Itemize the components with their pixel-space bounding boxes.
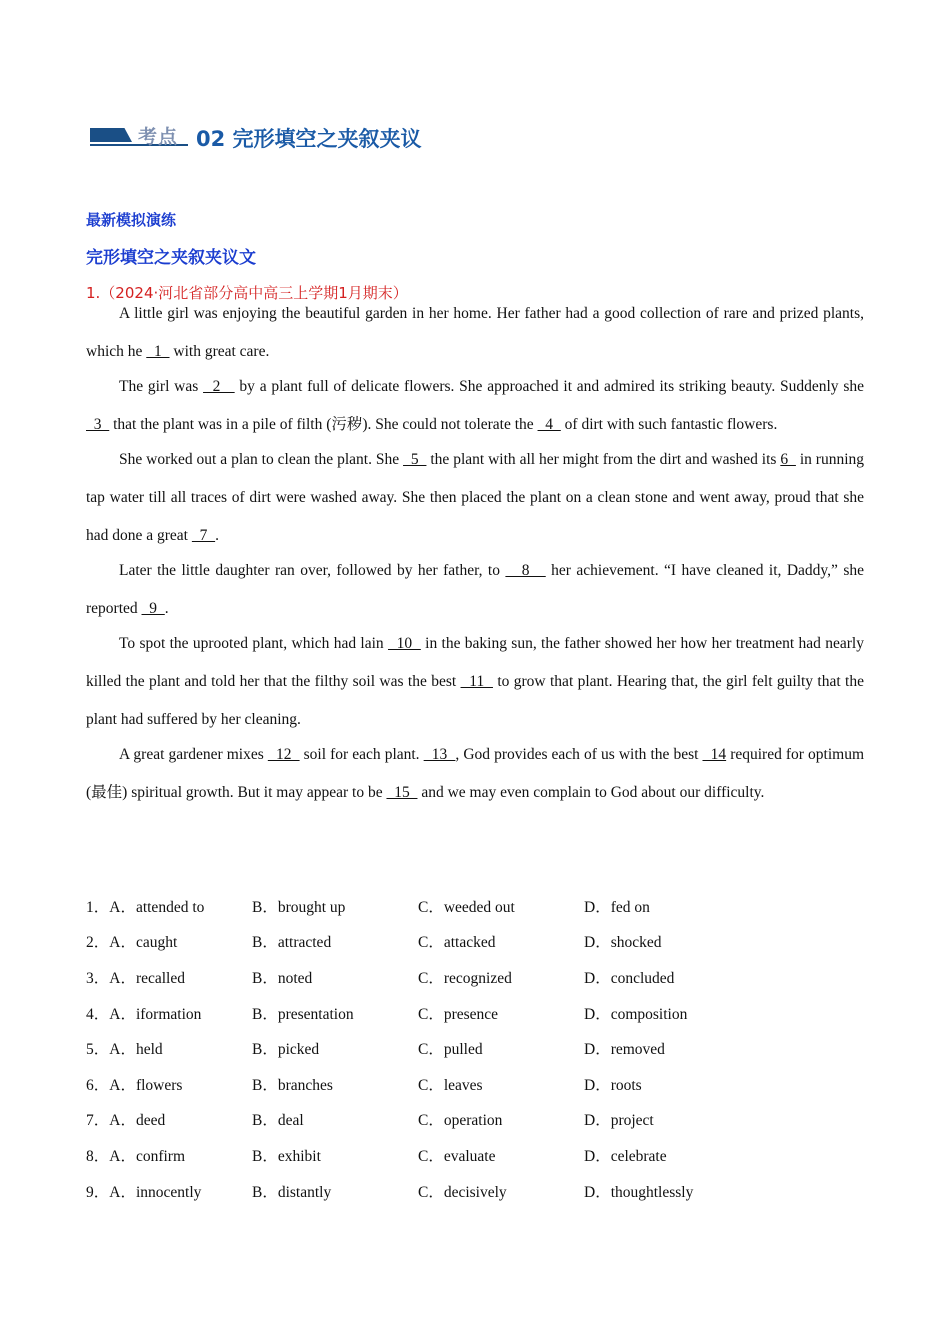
passage-text: by a plant full of delicate flowers. She approached it and admired its striking beauty. Suddenly she — [234, 378, 864, 395]
option-choice: D．shocked — [584, 934, 662, 952]
option-choice: 2．A．caught — [86, 934, 178, 952]
passage-text: Later the little daughter ran over, followed by her father, to — [119, 562, 506, 579]
option-row — [86, 1066, 786, 1102]
option-choice: C．decisively — [418, 1183, 507, 1201]
passage-paragraph — [86, 368, 864, 444]
topic-badge — [90, 123, 190, 153]
blank: 13 — [423, 746, 456, 763]
answer-options — [86, 888, 786, 1208]
option-choice: D．composition — [584, 1005, 688, 1023]
option-choice: C．evaluate — [418, 1147, 496, 1165]
passage-text: required for optimum (最佳) spiritual growth. But it may appear to be — [86, 746, 865, 801]
option-choice: B．branches — [252, 1076, 333, 1094]
option-choice: 9．A．innocently — [86, 1183, 202, 1201]
option-row — [86, 995, 786, 1031]
passage-paragraph — [86, 552, 864, 628]
option-choice: 3．A．recalled — [86, 969, 185, 987]
passage-text: with great care. — [169, 343, 270, 360]
passage-text: to grow that plant. Hearing that, the girl felt guilty that the plant had suffered by her cleaning. — [86, 673, 864, 728]
page-title: 02 完形填空之夹叙夹议 — [196, 127, 422, 151]
passage-text: soil for each plant. — [299, 746, 424, 763]
blank: 6 — [780, 451, 796, 468]
option-choice: C．operation — [418, 1112, 503, 1130]
option-choice: D．thoughtlessly — [584, 1183, 694, 1201]
blank: 4 — [537, 416, 561, 433]
passage-text: the plant with all her might from the dirt and washed its — [426, 451, 781, 468]
passage-text: , God provides each of us with the best — [455, 746, 703, 763]
option-choice: C．leaves — [418, 1076, 483, 1094]
option-choice: C．recognized — [418, 969, 512, 987]
passage-text: in running tap water till all traces of dirt were washed away. She then placed the plant on a clean stone and went away, proud that she had done a great — [86, 451, 865, 544]
section-heading: 最新模拟演练 — [86, 211, 177, 229]
option-choice: D．project — [584, 1112, 654, 1130]
passage-paragraph — [86, 625, 864, 739]
option-choice: B．picked — [252, 1041, 320, 1059]
option-choice: D．roots — [584, 1076, 642, 1094]
option-row — [86, 1173, 786, 1209]
option-choice: 8．A．confirm — [86, 1147, 186, 1165]
section-subtitle: 完形填空之夹叙夹议文 — [86, 248, 256, 268]
option-row — [86, 959, 786, 995]
option-choice: 7．A．deed — [86, 1112, 166, 1130]
blank: 15 — [386, 784, 418, 801]
passage-text: . — [215, 527, 219, 544]
option-choice: 4．A．iformation — [86, 1005, 202, 1023]
passage-text: her achievement. “I have cleaned it, Daddy,” she reported — [86, 562, 864, 617]
option-row — [86, 1030, 786, 1066]
option-choice: B．deal — [252, 1112, 304, 1130]
blank: 14 — [702, 746, 727, 763]
passage-text: A little girl was enjoying the beautiful garden in her home. Her father had a good collection of rare and prized plants, which he — [86, 305, 864, 360]
blank: 2 — [203, 378, 235, 395]
badge-bar-shape — [90, 128, 132, 142]
blank: 3 — [86, 416, 110, 433]
option-choice: D．removed — [584, 1041, 665, 1059]
passage-text: To spot the uprooted plant, which had lain — [119, 635, 388, 652]
passage-text: that the plant was in a pile of filth (污秽). She could not tolerate the — [109, 416, 538, 433]
blank: 8 — [505, 562, 546, 579]
passage-text: She worked out a plan to clean the plant. She — [119, 451, 404, 468]
option-choice: C．presence — [418, 1005, 499, 1023]
passage-paragraph — [86, 736, 864, 812]
blank: 9 — [141, 600, 165, 617]
option-choice: C．weeded out — [418, 898, 515, 916]
option-choice: 6．A．flowers — [86, 1076, 183, 1094]
blank: 1 — [146, 343, 170, 360]
option-choice: B．noted — [252, 969, 313, 987]
option-row — [86, 924, 786, 960]
passage-text: The girl was — [119, 378, 204, 395]
option-choice: 1．A．attended to — [86, 898, 205, 916]
passage-text: of dirt with such fantastic flowers. — [560, 416, 778, 433]
option-choice: B．exhibit — [252, 1147, 321, 1165]
passage-text: A great gardener mixes — [119, 746, 268, 763]
option-choice: 5．A．held — [86, 1041, 163, 1059]
passage-paragraph — [86, 441, 864, 555]
option-choice: B．attracted — [252, 934, 332, 952]
blank: 7 — [191, 527, 216, 544]
option-row — [86, 1102, 786, 1138]
passage-text: . — [164, 600, 169, 617]
option-choice: C．attacked — [418, 934, 496, 952]
option-choice: B．presentation — [252, 1005, 354, 1023]
option-row — [86, 1137, 786, 1173]
cloze-passage — [86, 295, 864, 809]
option-choice: C．pulled — [418, 1041, 483, 1059]
blank: 5 — [403, 451, 427, 468]
option-choice: B．brought up — [252, 898, 346, 916]
blank: 10 — [388, 635, 421, 652]
question-source: 1.（2024·河北省部分高中高三上学期1月期末） — [86, 284, 408, 302]
option-choice: D．concluded — [584, 969, 675, 987]
option-choice: B．distantly — [252, 1183, 332, 1201]
blank: 12 — [267, 746, 300, 763]
badge-text: 考点 — [138, 126, 179, 148]
passage-paragraph — [86, 295, 864, 371]
passage-text: and we may even complain to God about our difficulty. — [417, 784, 765, 801]
passage-text: in the baking sun, the father showed her how her treatment had nearly killed the plant and told her that the filthy soil was the best — [86, 635, 864, 690]
option-row — [86, 888, 786, 924]
option-choice: D．celebrate — [584, 1147, 667, 1165]
option-choice: D．fed on — [584, 898, 650, 916]
page-header — [90, 118, 422, 158]
blank: 11 — [460, 673, 493, 690]
